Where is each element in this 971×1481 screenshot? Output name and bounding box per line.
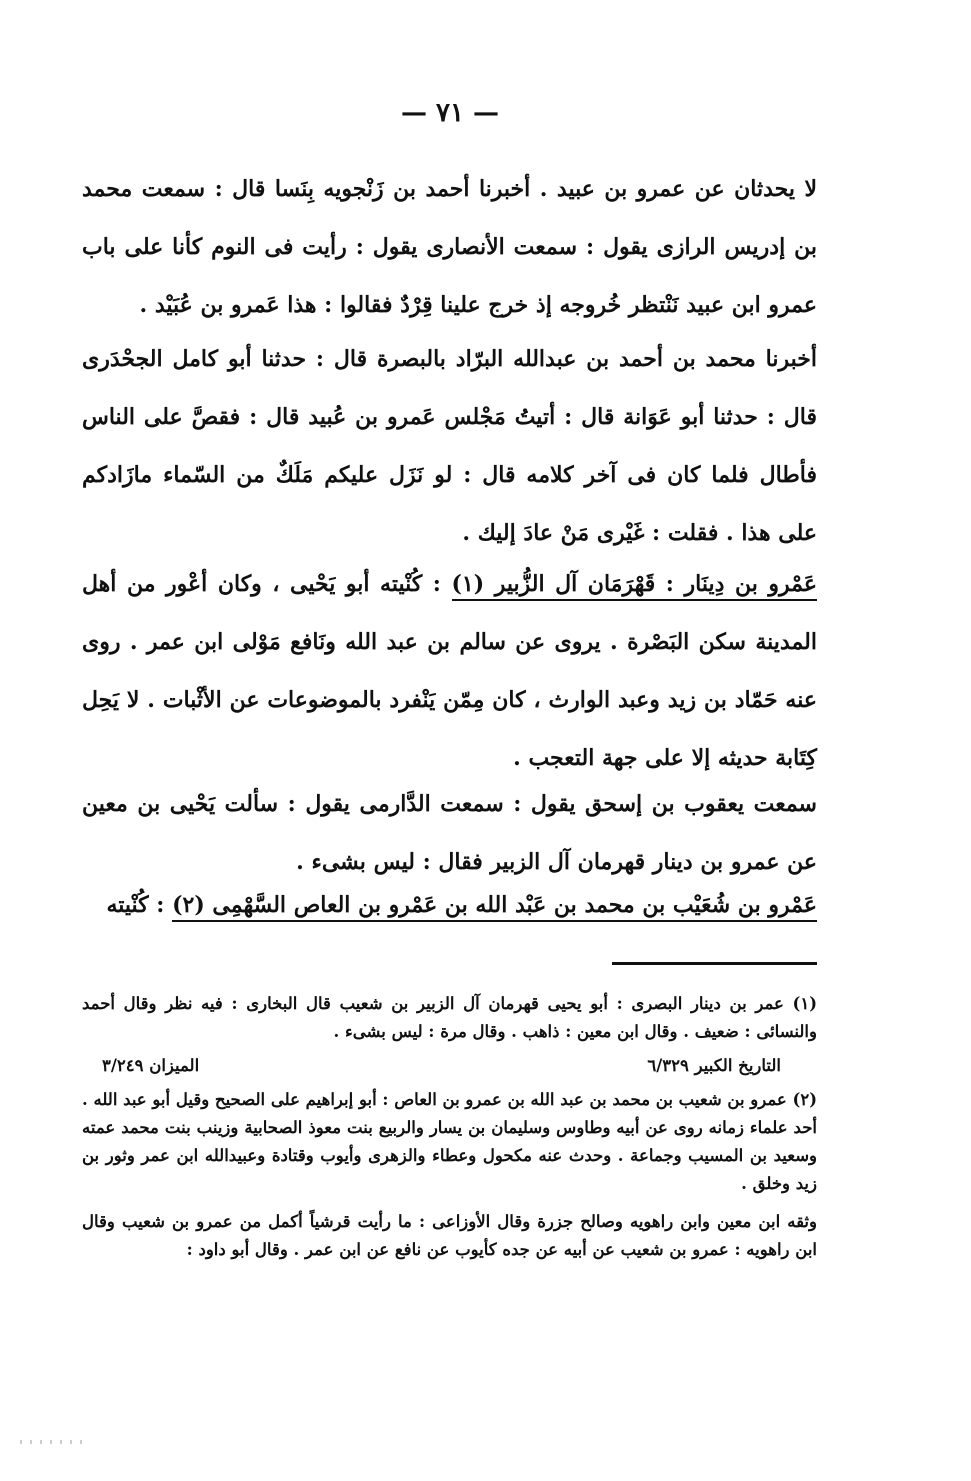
footnote-1-ref-tarikh: التاريخ الكبير ٦/٣٢٩ [647, 1056, 781, 1075]
footnote-2-continued: وثقه ابن معين وابن راهويه وصالح جزرة وقال الأوزاعى : ما رأيت قرشياً أكمل من عمرو بن شعيب وقال ابن راهويه : عمرو بن شعيب عن أبيه عن جده كأيوب عن نافع عن ابن عمر . وقال أبو داود : [82, 1212, 817, 1259]
footnote-1-ref-mizan: الميزان ٣/٢٤٩ [102, 1056, 200, 1075]
entry-amr-ibn-shuayb [82, 876, 817, 934]
entry-text-amr-ibn-dinar: : كُنْيته أبو يَحْيى ، وكان أعْور من أهل المدينة سكن البَصْرة . يروى عن سالم بن عبد الله ونَافع مَوْلى ابن عمر . روى عنه حَمّاد بن زيد وعبد الوارث ، كان مِمّن يَنْفرد بالموضوعات عن الأثْبات . لا يَحِل كِتَابة حديثه إلا على جهة التعجب . [82, 571, 817, 771]
entry-text-amr-ibn-shuayb: : كُنْيته [106, 892, 173, 918]
paragraph-4: سمعت يعقوب بن إسحق يقول : سمعت الدَّارمى يقول : سألت يَحْيى بن معين عن عمرو بن دينار قهرمان آل الزبير فقال : ليس بشىء . [82, 791, 817, 875]
scan-artifact [20, 1440, 90, 1444]
footnote-separator [612, 962, 817, 965]
entry-heading-amr-ibn-shuayb: عَمْرو بن شُعَيْب بن محمد بن عَبْد الله بن عَمْرو بن العاص السَّهْمِى (٢) [172, 892, 817, 922]
footnote-1-references [82, 1052, 817, 1080]
footnotes [82, 990, 817, 1270]
footnote-1: (١) عمر بن دينار البصرى : أبو يحيى قهرمان آل الزبير بن شعيب قال البخارى : فيه نظر وقال أحمد والنسائى : ضعيف . وقال ابن معين : ذاهب . وقال مرة : ليس بشىء . [82, 994, 817, 1041]
paragraph-2: أخبرنا محمد بن أحمد بن عبدالله البرّاد بالبصرة قال : حدثنا أبو كامل الجحْدَرى قال : حدثنا أبو عَوَانة قال : أتيتُ مَجْلس عَمرو بن عُبيد قال : فقصَّ على الناس فأطال فلما كان فى آخر كلامه قال : لو نَزَل عليكم مَلَكٌ من السّماء مازَادكم على هذا . فقلت : غَيْرى مَنْ عادَ إليك . [82, 346, 817, 546]
page-number: — ٧١ — [400, 98, 500, 128]
paragraph-1: لا يحدثان عن عمرو بن عبيد . أخبرنا أحمد بن زَنْجويه بِنَسا قال : سمعت محمد بن إدريس الرازى يقول : سمعت الأنصارى يقول : رأيت فى النوم كأنا على باب عمرو ابن عبيد نَنْتظر خُروجه إذ خرج علينا قِرْدٌ فقالوا : هذا عَمرو بن عُبَيْد . [82, 176, 817, 318]
footnote-2: (٢) عمرو بن شعيب بن محمد بن عبد الله بن عمرو بن العاص : أبو إبراهيم على الصحيح وقيل أبو عبد الله . أحد علماء زمانه روى عن أبيه وطاوس وسليمان بن يسار والربيع بنت معوذ الصحابية وزينب بنت محمد عمته وسعيد بن المسيب وجماعة . وحدث عنه مكحول وعطاء والزهرى وأيوب وقتادة وعبيدالله ابن عمر وثور بن زيد وخلق . [82, 1090, 817, 1193]
entry-heading-amr-ibn-dinar: عَمْرو بن دِينَار : قَهْرَمَان آل الزُّبير (١) [452, 571, 818, 601]
entry-amr-ibn-dinar [82, 555, 817, 787]
